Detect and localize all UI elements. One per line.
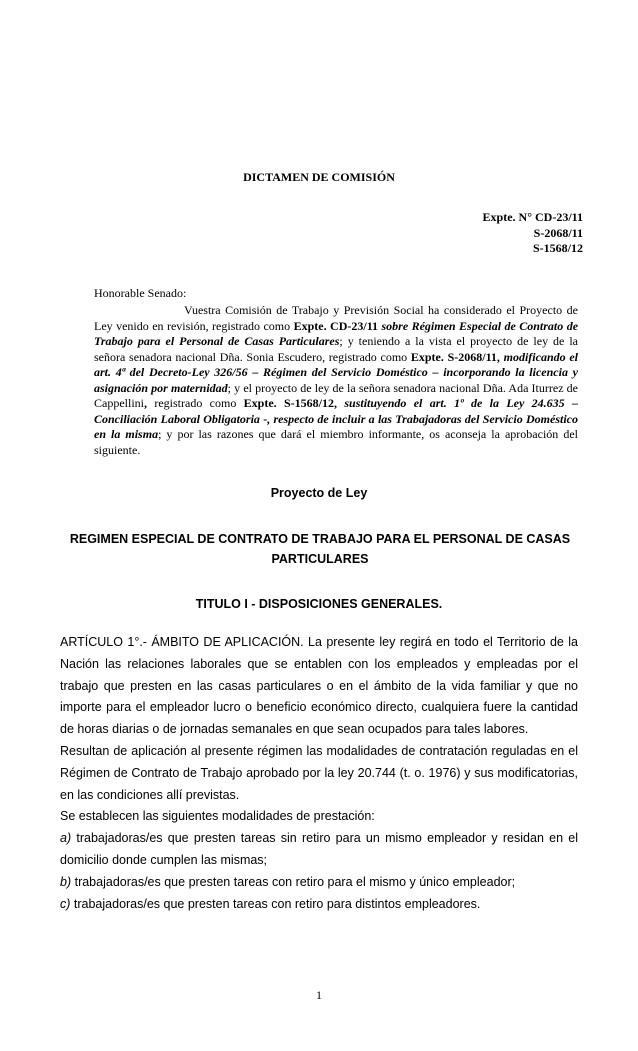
list-item-text: trabajadoras/es que presten tareas con retiro para distintos empleadores. bbox=[70, 896, 481, 911]
project-subject: modificando el art. 4ª del Decreto-Ley 326/56 – Régimen del Servicio Doméstico – incorporando la licencia y asignación por maternidad bbox=[94, 349, 579, 395]
expediente-reference: Expte. CD-23/11 bbox=[293, 318, 379, 333]
page-number: 1 bbox=[316, 988, 322, 1002]
body-text: registrado como bbox=[147, 396, 244, 410]
body-text: ; y teniendo a la vista el proyecto de ley de la señora senadora nacional Dña. Sonia Escudero, registrado como bbox=[94, 334, 578, 364]
body-text: Vuestra Comisión de Trabajo y Previsión Social ha considerado el Proyecto de Ley venido en revisión, registrado como bbox=[94, 303, 578, 333]
article-paragraph: ARTÍCULO 1°.- ÁMBITO DE APLICACIÓN. La presente ley regirá en todo el Territorio de la Nación las relaciones laborales que se entablen con los empleados y empleadas por el trabajo que presten en las casas particulares o en el ámbito de la vida familiar y que no importe para el empleador lucro o beneficio económico directo, cualquiera fuere la cantidad de horas diarias o de jornadas semanales en que sean ocupados para tales labores. bbox=[60, 635, 578, 737]
list-item bbox=[60, 872, 578, 894]
body-text: , bbox=[144, 396, 147, 410]
regimen-heading: REGIMEN ESPECIAL DE CONTRATO DE TRABAJO PARA EL PERSONAL DE CASAS PARTICULARES bbox=[69, 532, 571, 566]
body-text: ; y el proyecto de ley de la señora senadora nacional Dña. Ada Iturrez de Cappellini bbox=[94, 380, 578, 410]
list-item bbox=[60, 828, 578, 872]
document-title: DICTAMEN DE COMISIÓN bbox=[243, 170, 395, 184]
list-item-text: trabajadoras/es que presten tareas con retiro para el mismo y único empleador; bbox=[71, 874, 516, 889]
list-item-text: trabajadoras/es que presten tareas sin retiro para un mismo empleador y residan en el domicilio donde cumplen las mismas; bbox=[60, 831, 578, 867]
list-item-label: a) bbox=[60, 831, 72, 846]
body-text: ; y por las razones que dará el miembro informante, os aconseja la aprobación del siguiente. bbox=[94, 427, 578, 457]
expediente-numbers bbox=[483, 210, 583, 257]
expediente-line: S-2068/11 bbox=[533, 225, 583, 240]
article-paragraph: Resultan de aplicación al presente régimen las modalidades de contratación reguladas en el Régimen de Contrato de Trabajo aprobado por la ley 20.744 (t. o. 1976) y sus modificatorias, en las condiciones allí previstas. bbox=[60, 743, 578, 802]
expediente-line: S-1568/12 bbox=[532, 241, 583, 255]
list-item-label: b) bbox=[60, 874, 72, 889]
expediente-reference: Expte. S-1568/12, bbox=[243, 396, 338, 410]
list-item-label: c) bbox=[60, 896, 71, 911]
salutation: Honorable Senado: bbox=[94, 286, 187, 300]
article-paragraph: Se establecen las siguientes modalidades de prestación: bbox=[60, 809, 375, 824]
commission-opinion-paragraph bbox=[94, 303, 578, 458]
project-subject: sustituyendo el art. 1º de la Ley 24.635 – Conciliación Laboral Obligatoria -, respecto de incluir a las Trabajadoras del Servicio Doméstico en la misma bbox=[94, 396, 578, 441]
expediente-reference: Expte. S-2068/11, bbox=[410, 349, 500, 364]
project-subject: sobre Régimen Especial de Contrato de Trabajo para el Personal de Casas Particulares bbox=[94, 318, 579, 348]
article-1 bbox=[60, 632, 578, 915]
titulo-heading: TITULO I - DISPOSICIONES GENERALES. bbox=[195, 597, 443, 611]
proyecto-heading: Proyecto de Ley bbox=[270, 486, 368, 500]
expediente-line: Expte. N° CD-23/11 bbox=[482, 210, 583, 224]
list-item bbox=[60, 894, 578, 916]
